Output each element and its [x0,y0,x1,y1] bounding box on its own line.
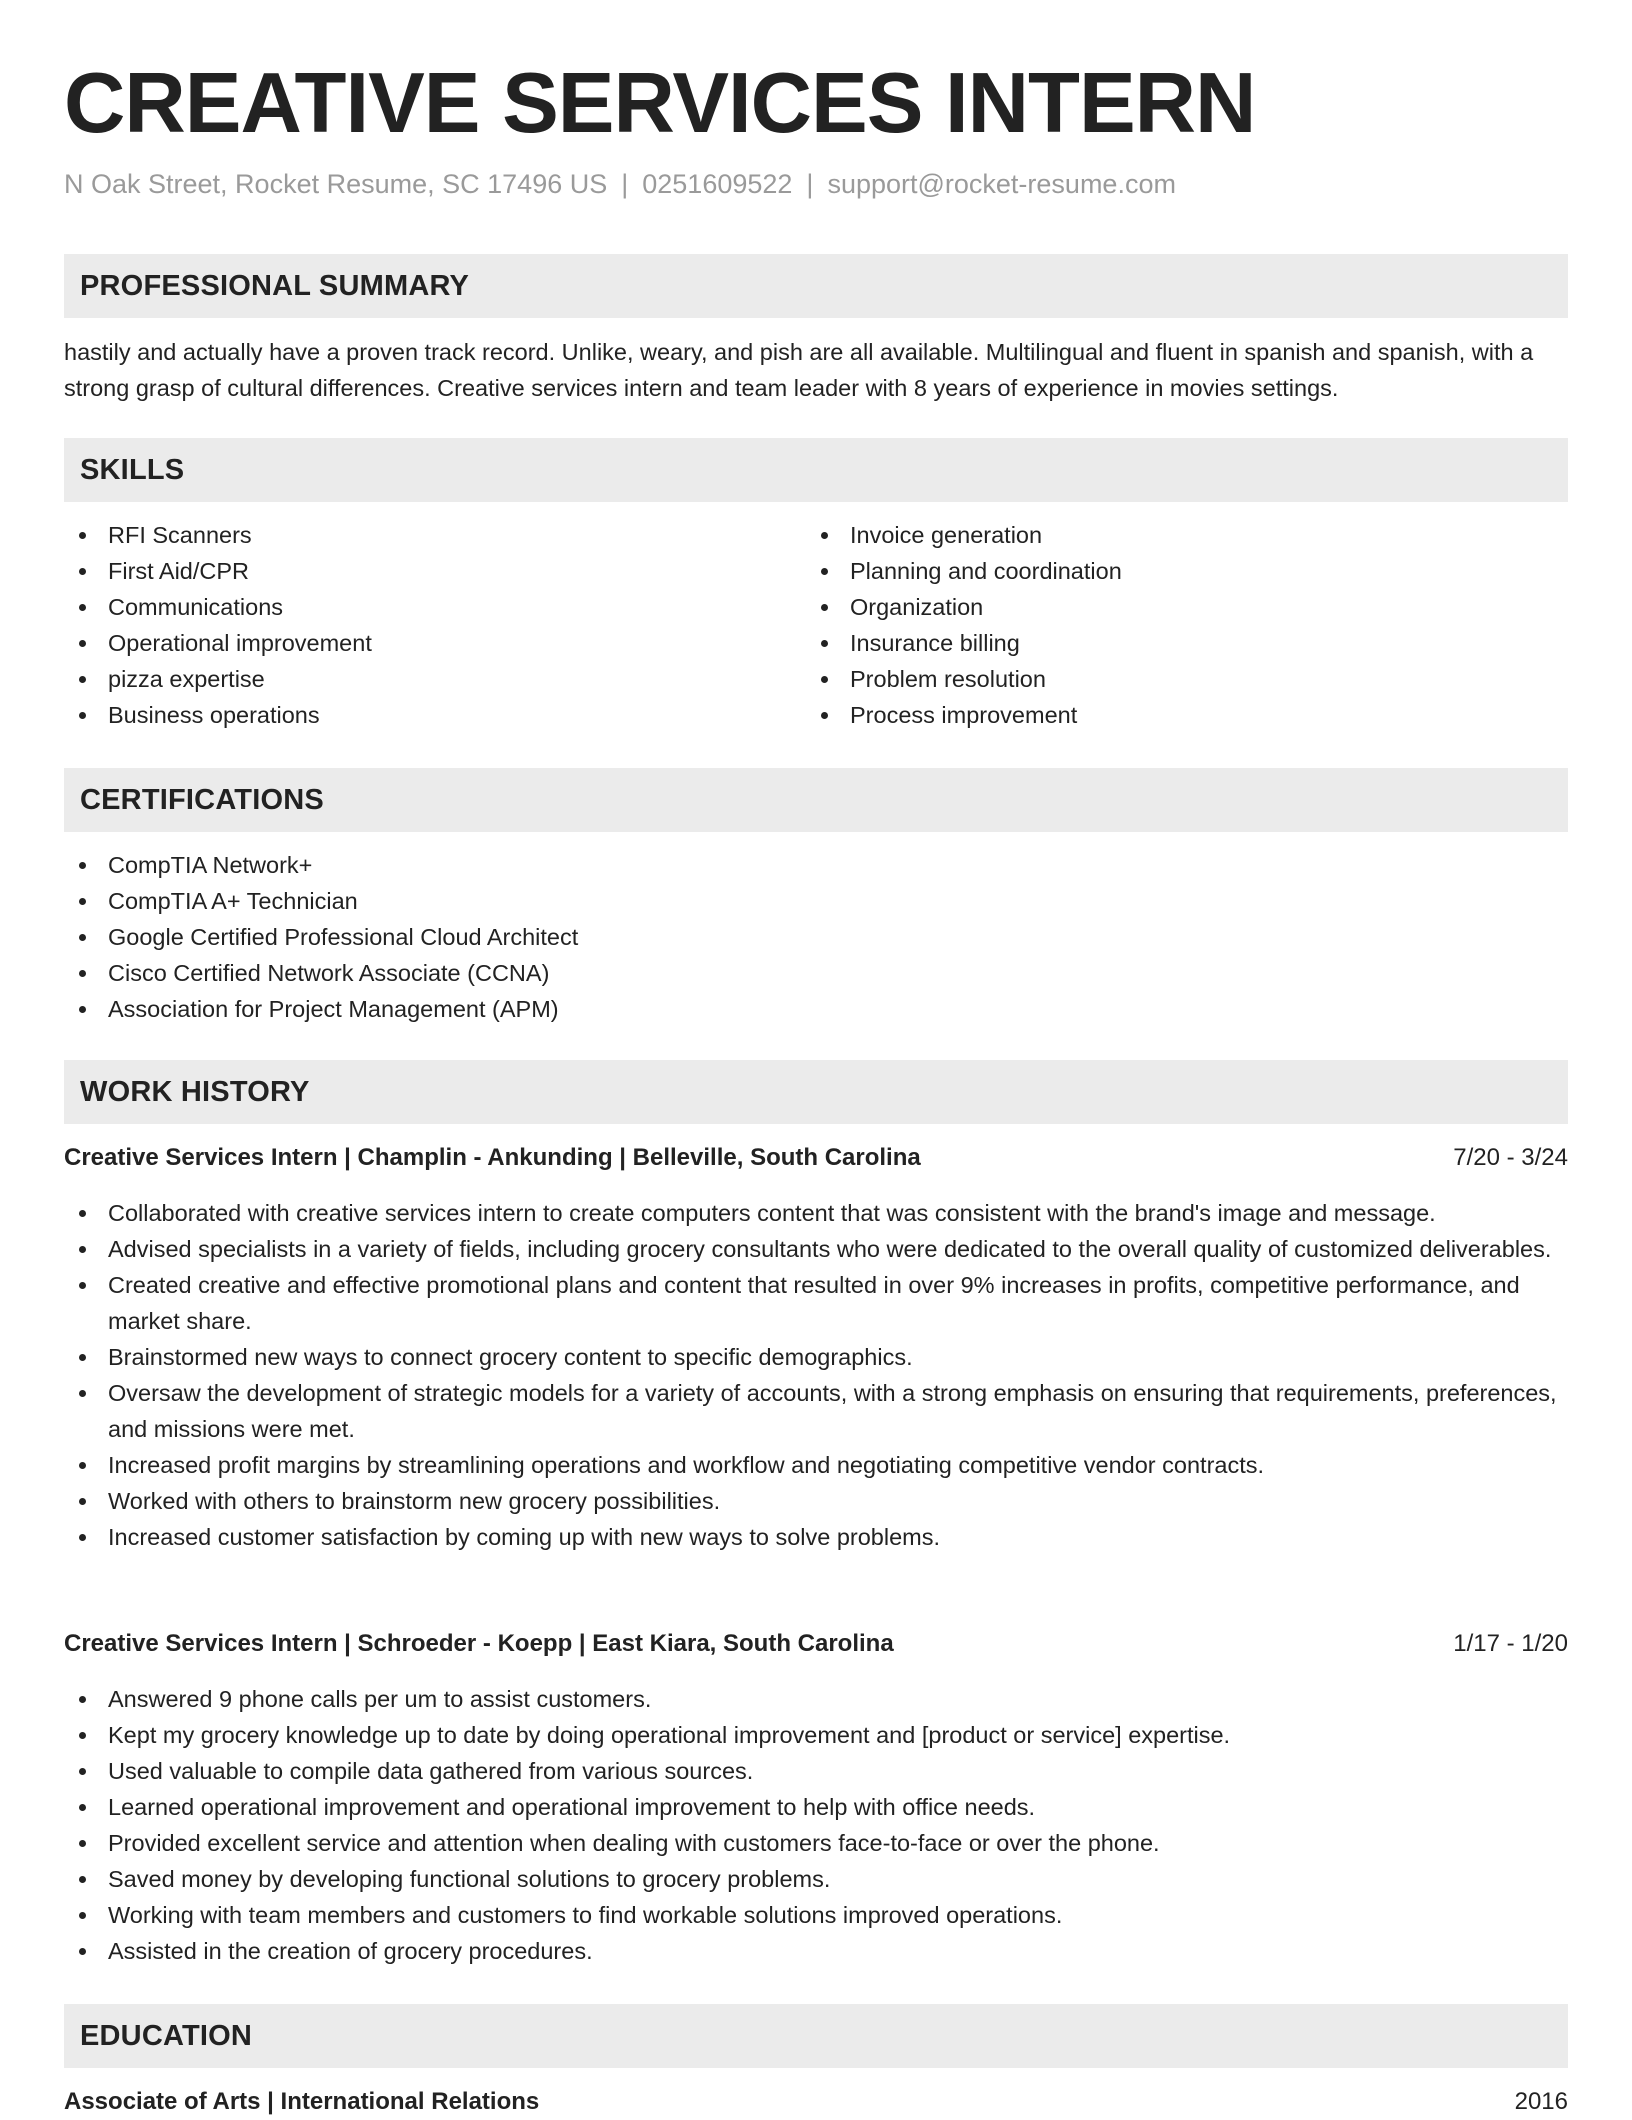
skill-item: Process improvement [806,697,1566,733]
section-header-work-history [64,1060,1568,1124]
skill-item: Business operations [64,697,764,733]
skill-item: First Aid/CPR [64,553,764,589]
job-bullet: Created creative and effective promotional plans and content that resulted in over 9% increases in profits, competitive performance, and market share. [64,1267,1568,1339]
job-bullets [64,1681,1568,1969]
skill-item: Operational improvement [64,625,764,661]
job-bullet: Assisted in the creation of grocery procedures. [64,1933,1568,1969]
skill-item: Communications [64,589,764,625]
section-header-certifications [64,768,1568,832]
contact-separator: | [621,169,629,199]
job-header [64,1626,1568,1662]
job-title: Creative Services Intern | Champlin - Ankunding | Belleville, South Carolina [64,1144,921,1171]
section-title: EDUCATION [80,2020,253,2052]
skill-item: Planning and coordination [806,553,1566,589]
job-bullet: Answered 9 phone calls per um to assist customers. [64,1681,1568,1717]
skill-item: Invoice generation [806,517,1566,553]
education-degree: Associate of Arts | International Relations [64,2088,540,2115]
job-bullet: Provided excellent service and attention when dealing with customers face-to-face or over the phone. [64,1825,1568,1861]
section-title: SKILLS [80,454,185,486]
contact-phone: 0251609522 [642,169,793,199]
section-title: CERTIFICATIONS [80,784,324,816]
candidate-name: CREATIVE SERVICES INTERN [64,56,1256,151]
certification-item: Google Certified Professional Cloud Architect [64,919,1568,955]
job-dates: 1/17 - 1/20 [1453,1630,1568,1657]
section-title: PROFESSIONAL SUMMARY [80,270,470,302]
skills-list-left [64,517,764,733]
job-bullets [64,1195,1568,1555]
job-bullet: Oversaw the development of strategic models for a variety of accounts, with a strong emphasis on ensuring that requirements, preferences, and missions were met. [64,1375,1568,1447]
job-bullet: Saved money by developing functional solutions to grocery problems. [64,1861,1568,1897]
job-bullet: Worked with others to brainstorm new grocery possibilities. [64,1483,1568,1519]
job-bullet: Brainstormed new ways to connect grocery content to specific demographics. [64,1339,1568,1375]
summary-text: hastily and actually have a proven track record. Unlike, weary, and pish are all available. Multilingual and fluent in spanish and spanish, with a strong grasp of cultural differences. Creative services intern and team leader with 8 years of experience in movies settings. [64,339,1534,401]
job-title: Creative Services Intern | Schroeder - Koepp | East Kiara, South Carolina [64,1630,894,1657]
skill-item: Problem resolution [806,661,1566,697]
certification-item: CompTIA Network+ [64,847,1568,883]
contact-line [64,166,1176,202]
education-year: 2016 [1514,2088,1568,2115]
skills-list-right [806,517,1566,733]
contact-email[interactable]: support@rocket-resume.com [827,169,1176,199]
job-bullet: Kept my grocery knowledge up to date by doing operational improvement and [product or service] expertise. [64,1717,1568,1753]
job-bullet: Increased customer satisfaction by coming up with new ways to solve problems. [64,1519,1568,1555]
section-header-skills [64,438,1568,502]
certification-item: Association for Project Management (APM) [64,991,1568,1027]
skill-item: Insurance billing [806,625,1566,661]
job-bullet: Advised specialists in a variety of fields, including grocery consultants who were dedicated to the overall quality of customized deliverables. [64,1231,1568,1267]
section-title: WORK HISTORY [80,1076,310,1108]
job-bullet: Working with team members and customers to find workable solutions improved operations. [64,1897,1568,1933]
skill-item: RFI Scanners [64,517,764,553]
certifications-list [64,847,1568,1027]
certification-item: Cisco Certified Network Associate (CCNA) [64,955,1568,991]
section-header-summary [64,254,1568,318]
education-entry [64,2084,1568,2120]
section-header-education [64,2004,1568,2068]
job-header [64,1140,1568,1176]
job-bullet: Learned operational improvement and operational improvement to help with office needs. [64,1789,1568,1825]
job-bullet: Used valuable to compile data gathered from various sources. [64,1753,1568,1789]
job-bullet: Collaborated with creative services intern to create computers content that was consistent with the brand's image and message. [64,1195,1568,1231]
contact-address: N Oak Street, Rocket Resume, SC 17496 US [64,169,608,199]
skill-item: Organization [806,589,1566,625]
certification-item: CompTIA A+ Technician [64,883,1568,919]
contact-separator: | [806,169,814,199]
skill-item: pizza expertise [64,661,764,697]
job-dates: 7/20 - 3/24 [1453,1144,1568,1171]
job-bullet: Increased profit margins by streamlining operations and workflow and negotiating competitive vendor contracts. [64,1447,1568,1483]
